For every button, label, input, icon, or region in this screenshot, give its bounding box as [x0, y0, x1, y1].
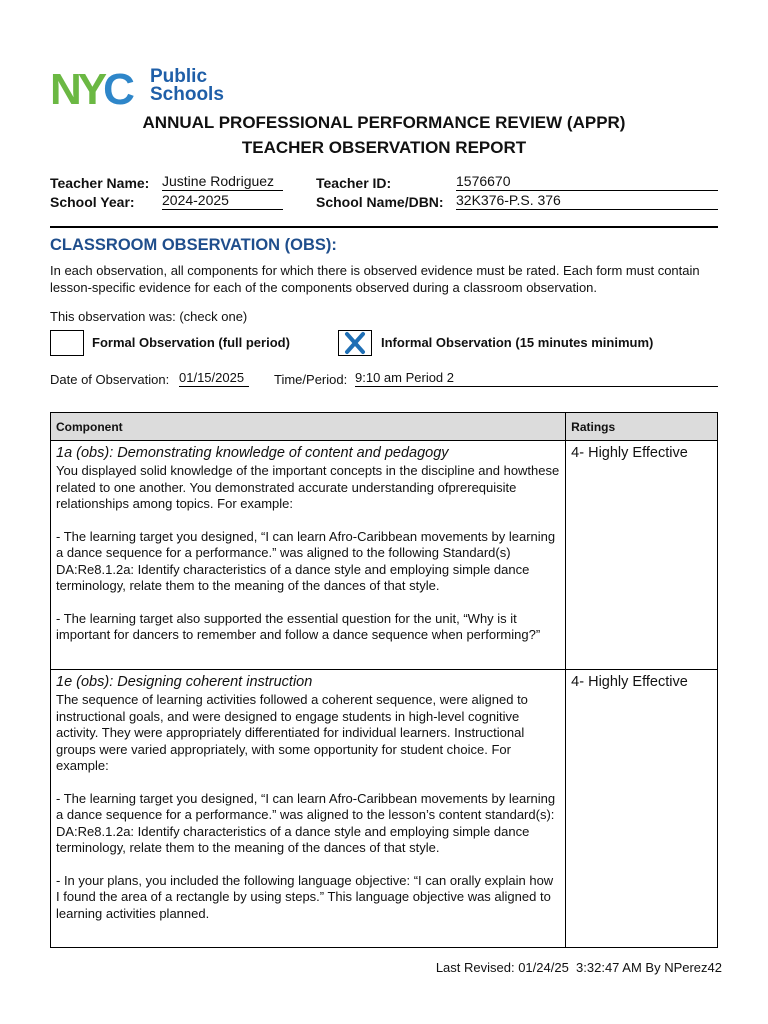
- rating-value: 4- Highly Effective: [571, 445, 688, 461]
- time-field[interactable]: 9:10 am Period 2: [355, 370, 718, 387]
- component-cell: [51, 670, 566, 948]
- teacher-name-field[interactable]: Justine Rodriguez: [162, 173, 283, 191]
- report-subtitle: TEACHER OBSERVATION REPORT: [241, 138, 527, 157]
- rating-value: 4- Highly Effective: [571, 674, 688, 690]
- school-name-label: School Name/DBN:: [316, 194, 444, 210]
- header-component: Component: [51, 413, 566, 441]
- school-year-field[interactable]: 2024-2025: [162, 192, 283, 210]
- rating-cell: [566, 670, 718, 948]
- evidence-paragraph: The sequence of learning activities followed a coherent sequence, were aligned to instructional goals, and were designed to engage students in high-level cognitive activity. They were appropriately differentiated for individual learners. Instructional groups were varied appropriately, with some opportunity for student choice. For example:: [56, 692, 528, 773]
- component-cell: [51, 441, 566, 670]
- date-label: Date of Observation:: [50, 372, 170, 387]
- section-intro: In each observation, all components for which there is observed evidence must be rated. Each form must contain lesson-specific evidence for each of the components observed during a classroom observation.: [50, 263, 700, 295]
- teacher-id-field[interactable]: 1576670: [456, 173, 718, 191]
- school-name-field[interactable]: 32K376-P.S. 376: [456, 192, 718, 210]
- check-prompt: This observation was: (check one): [50, 309, 248, 324]
- table-row: [51, 441, 718, 670]
- time-label: Time/Period:: [274, 372, 348, 387]
- section-heading: CLASSROOM OBSERVATION (OBS):: [50, 236, 337, 254]
- last-revised-footer: Last Revised: 01/24/25 3:32:47 AM By NPerez42: [435, 960, 722, 975]
- header-ratings: Ratings: [566, 413, 718, 441]
- teacher-id-label: Teacher ID:: [316, 175, 392, 191]
- evidence-paragraph: - The learning target you designed, “I can learn Afro-Caribbean movements by learning a dance sequence for a performance.” was aligned to the following Standard(s) DA:Re8.1.2a: Identify characteristics of a dance style and employing simple dance terminology, relate them to the meaning of the dances of that style.: [56, 528, 556, 593]
- section-divider: [50, 226, 718, 228]
- table-header-row: [51, 413, 718, 441]
- table-row: [51, 670, 718, 948]
- logo-line-schools: Schools: [150, 84, 224, 105]
- checkmark-x-icon: [339, 331, 371, 355]
- evidence-paragraph: - In your plans, you included the following language objective: “I can orally explain how I found the area of a rectangle by using steps.” This language objective was aligned to learning activities planned.: [56, 872, 554, 921]
- component-title: 1a (obs): Demonstrating knowledge of content and pedagogy: [56, 445, 449, 461]
- date-field[interactable]: 01/15/2025: [179, 370, 249, 387]
- evidence-paragraph: You displayed solid knowledge of the important concepts in the discipline and howthese related to one another. You demonstrated accurate understanding ofprerequisite relationships among topics. For example:: [56, 463, 560, 511]
- report-title: ANNUAL PROFESSIONAL PERFORMANCE REVIEW (APPR): [142, 113, 626, 132]
- components-table: [50, 412, 718, 948]
- informal-observation-checkbox[interactable]: [338, 330, 372, 356]
- logo-line-public: Public: [150, 66, 208, 87]
- logo-wordmark: [150, 68, 224, 104]
- evidence-paragraph: - The learning target you designed, “I can learn Afro-Caribbean movements by learning a dance sequence for a performance.” was aligned to the lesson’s content standard(s): DA:Re8.1.2a: Identify characteristics of a dance style and employing simple dance terminology, relate them to the meaning of the dances of that style.: [56, 790, 556, 855]
- rating-cell: [566, 441, 718, 670]
- logo-nyc-wordmark: NYC: [50, 68, 131, 110]
- formal-observation-checkbox[interactable]: [50, 330, 84, 356]
- component-title: 1e (obs): Designing coherent instruction: [56, 674, 313, 690]
- teacher-name-label: Teacher Name:: [50, 175, 150, 191]
- informal-observation-label: Informal Observation (15 minutes minimum): [381, 335, 654, 350]
- formal-observation-label: Formal Observation (full period): [92, 335, 290, 350]
- evidence-paragraph: - The learning target also supported the essential question for the unit, “Why is it important for dancers to remember and follow a dance sequence when performing?”: [56, 610, 541, 642]
- school-year-label: School Year:: [50, 194, 135, 210]
